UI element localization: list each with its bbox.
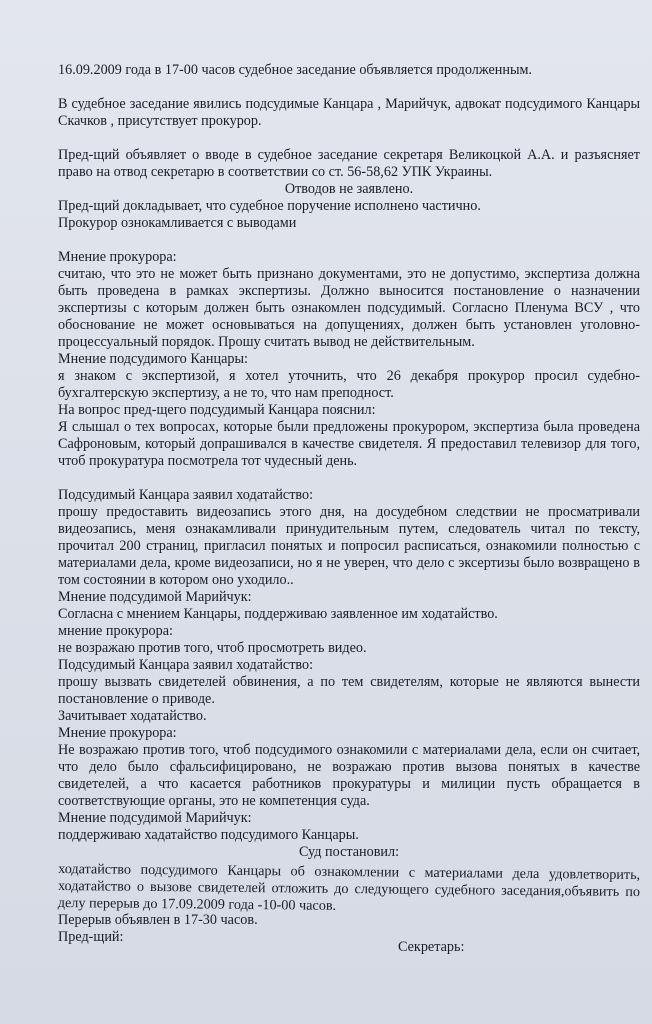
ruling-text: ходатайство подсудимого Канцары об ознакомлении с материалами дела удовлетворить, ходатайство о вызове свидетелей отложить до следующего судебного заседания,объявить по делу перерыв до 17.09.2009 года -10-00 часов. — [57, 861, 641, 914]
kantsara-opinion-label: Мнение подсудимого Канцары: — [58, 351, 248, 367]
no-challenges-line: Отводов не заявлено. — [284, 181, 414, 197]
kantsara-explanation: Я слышал о тех вопросах, которые были предложены прокурором, экспертиза была проведена Сафроновым, который допрашивался в качестве свидетеля. Я предоставил телевизор для того, чтоб прокуратура посмотрела тот чудесный день. — [58, 419, 640, 469]
motion-2-label: Подсудимый Канцара заявил ходатайство: — [58, 657, 314, 673]
prosecutor-opinion-2-label: мнение прокурора: — [58, 623, 173, 639]
session-continued: 16.09.2009 года в 17-00 часов судебное заседание объявляется продолженным. — [58, 62, 533, 78]
attendance-paragraph: В судебное заседание явились подсудимые Канцара , Марийчук, адвокат подсудимого Канцары Скачков , присутствует прокурор. — [58, 96, 640, 129]
prosecutor-opinion-text: считаю, что это не может быть признано документами, это не допустимо, экспертиза должна быть проведена в рамках экспертизы. Должно выносится постановление о назначении экспертизы с которым должен быть ознакомлен подсудимый. Согласно Пленума ВСУ , что обоснование не может основываться на допущениях, должен быть установлен уголовно-процессуальный порядок. Прошу считать вывод не действительным. — [58, 266, 640, 350]
prosecutor-opinion-3-label: Мнение прокурора: — [58, 725, 177, 741]
signature-block — [58, 929, 640, 955]
mariychuk-opinion-2-label: Мнение подсудимой Марийчук: — [58, 810, 252, 826]
motion-2-read-line: Зачитывает ходатайство. — [58, 708, 207, 724]
court-protocol-text — [57, 62, 641, 955]
recess-line: Перерыв объявлен в 17-30 часов. — [58, 912, 258, 928]
motion-2-text: прошу вызвать свидетелей обвинения, а по тем свидетелям, которые не являются вынести постановление о приводе. — [58, 674, 640, 707]
court-ruled-heading: Суд постановил: — [298, 844, 400, 860]
mariychuk-opinion-1-label: Мнение подсудимой Марийчук: — [58, 589, 252, 605]
secretary-signature-label: Секретарь: — [398, 939, 465, 955]
presiding-signature-label: Пред-щий: — [58, 929, 124, 945]
prosecutor-opinion-label: Мнение прокурора: — [58, 249, 177, 265]
mariychuk-opinion-1-text: Согласна с мнением Канцары, поддерживаю заявленное им ходатайство. — [58, 606, 498, 622]
prosecutor-opinion-3-text: Не возражаю против того, чтоб подсудимого ознакомили с материалами дела, если он считает, что дело было сфальсифицировано, не возражаю против вызова понятых в качестве свидетелей, а что касается работников прокуратуры и милиции пусть обращается в соответствующие органы, это не компетенция суда. — [58, 742, 640, 809]
prosecutor-opinion-2-text: не возражаю против того, чтоб просмотреть видео. — [58, 640, 367, 656]
motion-1-label: Подсудимый Канцара заявил ходатайство: — [58, 487, 314, 503]
prosecutor-reviews-line: Прокурор ознокамливается с выводами — [58, 215, 297, 231]
court-order-report: Пред-щий докладывает, что судебное поручение исполнено частично. — [58, 198, 481, 214]
kantsara-opinion-text: я знаком с экспертизой, я хотел уточнить, что 26 декабря прокурор просил судебно-бухгалтерскую экспертизу, а не то, что нам преподност. — [58, 368, 640, 401]
question-label: На вопрос пред-щего подсудимый Канцара пояснил: — [58, 402, 376, 418]
mariychuk-opinion-2-text: поддерживаю хадатайство подсудимого Канцары. — [58, 827, 359, 843]
motion-1-text: прошу предоставить видеозапись этого дня, на досудебном следствии не просматривали видеозапись, меня ознакамливали принудительным путем, следователь читал по тексту, прочитал 200 страниц, пригласил понятых и попросил расписаться, ознакомили полностью с материалами дела, кроме видеозаписи, но я не уверен, что дело с эксертизы было возвращено в том состоянии в котором оно уходило.. — [58, 504, 640, 588]
secretary-introduction: Пред-щий объявляет о вводе в судебное заседание секретаря Великоцкой А.А. и разъясняет право на отвод секретарю в соответствии со ст. 56-58,62 УПК Украины. — [58, 147, 640, 180]
